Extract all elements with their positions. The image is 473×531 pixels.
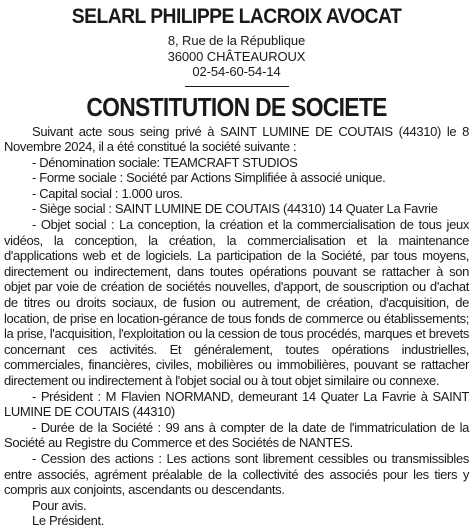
duree-item: - Durée de la Société : 99 ans à compter de la date de l'immatriculation de la Société au Registre du Commerce et des Sociétés de NANTES.: [4, 419, 469, 451]
denomination-item: - Dénomination sociale: TEAMCRAFT STUDIOS: [32, 154, 298, 170]
signature-line: Le Président.: [32, 513, 105, 529]
objet-item: - Objet social : La conception, la création et la commercialisation de tous jeux vidéos, la conception, la création, la commercialisation et la maintenance d'applications web et de logiciels. La participation de la Société, par tous moyens, directement ou indirectement, dans toutes opérations pouvant se rattacher à son objet par voie de création de sociétés nouvelles, d'apport, de souscription ou d'achat de titres ou droits sociaux, de fusion ou autrement, de création, d'acquisition, de location, de prise en location-gérance de tous fonds de commerce ou établissements; la prise, l'acquisition, l'exploitation ou la cession de tous procédés, marques et brevets concernant ces activités. Et généralement, toutes opérations industrielles, commerciales, financières, civiles, mobilières ou immobilières, pouvant se rattacher directement ou indirectement à l'objet social ou à tout objet similaire ou connexe.: [4, 217, 469, 388]
capital-item: - Capital social : 1.000 uros.: [32, 185, 183, 201]
siege-item: - Siège social : SAINT LUMINE DE COUTAIS (44310) 14 Quater La Favrie: [32, 201, 438, 217]
closing-line: Pour avis.: [32, 497, 87, 513]
forme-item: - Forme sociale : Société par Actions Simplifiée à associé unique.: [32, 170, 386, 186]
intro-paragraph: Suivant acte sous seing privé à SAINT LUMINE DE COUTAIS (44310) le 8 Novembre 2024, il a été constitué la société suivante :: [4, 123, 469, 155]
notice-title: CONSTITUTION DE SOCIETE: [86, 91, 387, 122]
address-street: 8, Rue de la République: [167, 33, 306, 48]
notice-body: [4, 124, 469, 529]
president-item: - Président : M Flavien NORMAND, demeurant 14 Quater La Favrie à SAINT LUMINE DE COUTAIS (44310): [4, 388, 469, 420]
divider-rule: [185, 86, 289, 87]
address-city: 36000 CHÂTEAUROUX: [167, 48, 306, 64]
phone-number: 02-54-60-54-14: [192, 64, 281, 79]
firm-address-block: [4, 33, 469, 80]
cession-item: - Cession des actions : Les actions sont librement cessibles ou transmissibles entre associés, agrément préalable de la collectivité des associés pour les tiers y compris aux conjoints, ascendants ou descendants.: [4, 450, 469, 498]
firm-name: SELARL PHILIPPE LACROIX AVOCAT: [71, 5, 402, 28]
